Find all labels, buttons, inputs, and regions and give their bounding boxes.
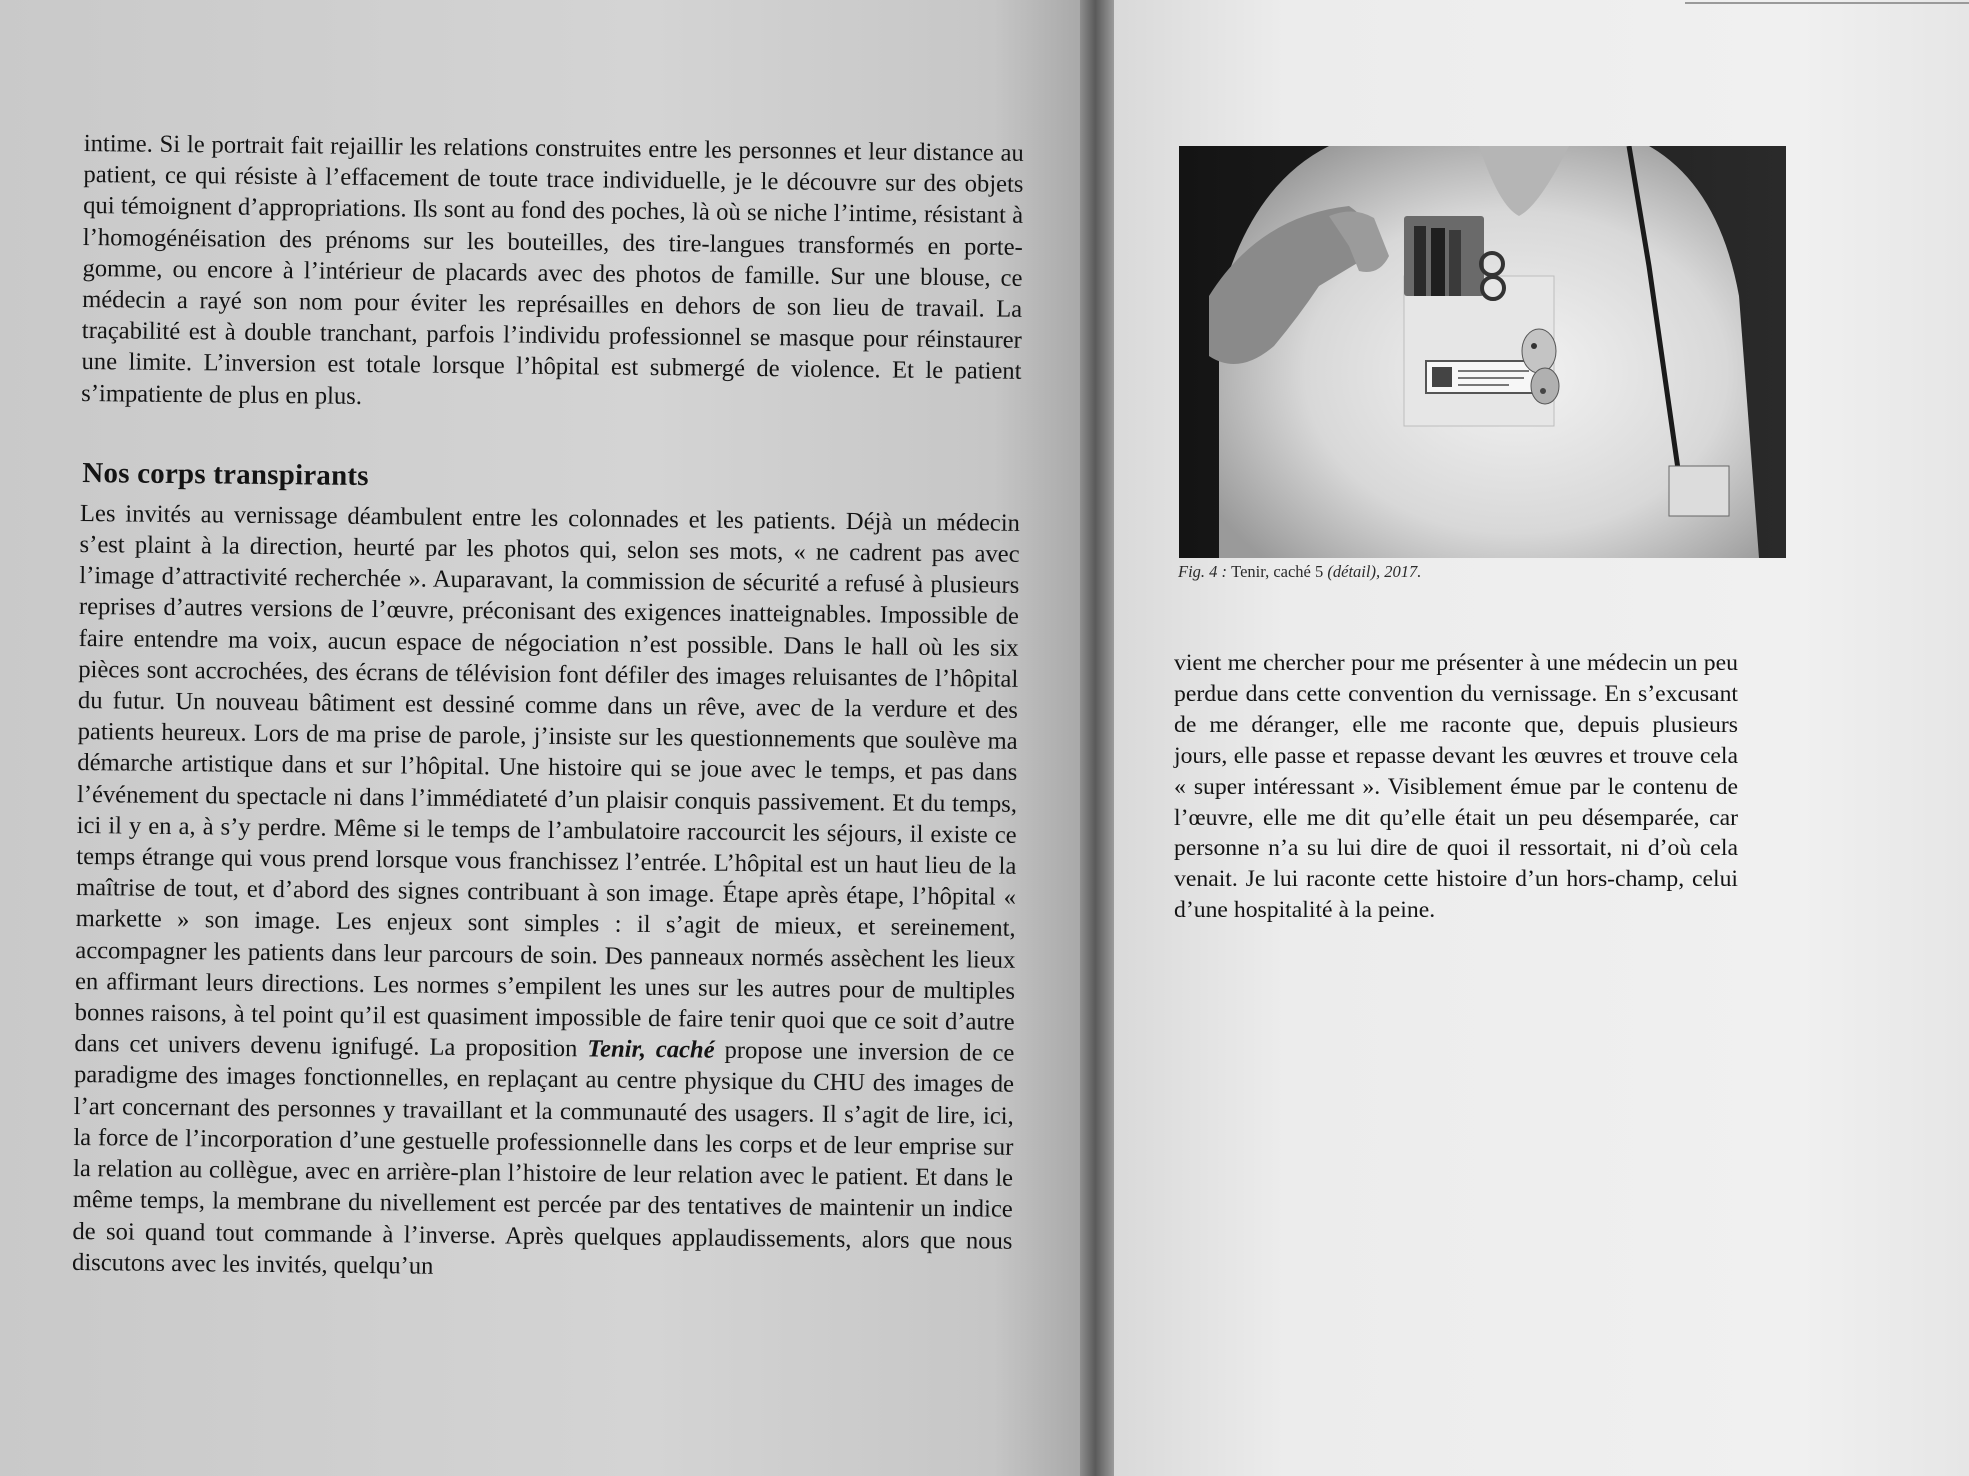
left-page-text [72,128,1024,1288]
paragraph-intime: intime. Si le portrait fait rejaillir les relations construites entre les personnes et leur distance au patient, ce qui résiste à l’effacement de toute trace individuelle, je le découvre sur des objets qui témoignent d’appropriations. Ils sont au fond des poches, là où se niche l’intime, résistant à l’homogénéisation des prénoms sur les bouteilles, des tire-langues transformés en porte-gomme, ou encore à l’intérieur de placards avec des photos de famille. Sur une blouse, ce médecin a rayé son nom pour éviter les représailles en dehors de son lieu de travail. La traçabilité est à double tranchant, parfois l’individu professionnel se masque pour réinstaurer une limite. L’inversion est totale lorsque l’hôpital est submergé de violence. Et le patient s’impatiente de plus en plus. [81,129,1024,410]
paragraph-vernissage-part-1: Les invités au vernissage déambulent entre les colonnades et les patients. Déjà un médecin s’est plaint à la direction, heurté par les photos qui, selon ses mots, « ne cadrent pas avec l’image d’attractivité recherchée ». Auparavant, la commission de sécurité a refusé à plusieurs reprises d’autres versions de l’œuvre, préconisant des exigences inatteignables. Impossible de faire entendre ma voix, aucun espace de négociation n’est possible. Dans le hall où les six pièces sont accrochées, des écrans de télévision font défiler des images reluisantes de l’hôpital du futur. Un nouveau bâtiment est dessiné comme dans un rêve, avec de la verdure et des patients heureux. Lors de ma prise de parole, j’insiste sur les questionnements que soulève ma démarche artistique dans et sur l’hôpital. Une histoire qui se joue avec le temps, et pas dans l’événement du spectacle ni dans l’immédiateté d’un plaisir conquis passivement. Et du temps, ici il y en a, à s’y perdre. Même si le temps de l’ambulatoire raccourcit les séjours, il existe ce temps étrange qui vous prend lorsque vous franchissez l’entrée. L’hôpital est un haut lieu de la maîtrise de tout, et d’abord des signes contribuant à son image. Étape après étape, l’hôpital « markette » son image. Les enjeux sont simples : il s’agit de mieux, et sereinement, accompagner les patients dans leur parcours de soin. Des panneaux normés assèchent les lieux en affirmant leurs directions. Les normes s’empilent les unes sur les autres pour de multiples bonnes raisons, à tel point qu’il est quasiment impossible de faire tenir quoi que ce soit d’autre dans cet univers devenu ignifugé. La proposition [74,499,1021,1063]
paragraph-vernissage-part-2: propose une inversion de ce paradigme des images fonctionnelles, en replaçant au centre physique du CHU des images de l’art concernant des personnes y travaillant et la communauté des usagers. Il s’agit de lire, ici, la force de l’incorporation d’une gestuelle professionnelle dans les corps et de leur emprise sur la relation au collègue, avec en arrière-plan l’histoire de leur relation avec le patient. Et dans le même temps, la membrane du nivellement est percée par des tentatives de maintenir un indice de soi quand tout commande à l’inverse. Après quelques applaudissements, alors que nous discutons avec les invités, quelqu’un [71,1036,1015,1280]
photo-blouse-pocket [1179,146,1786,558]
right-page-text [1174,648,1738,926]
artwork-title: Tenir, caché [587,1035,715,1064]
book-gutter [1080,0,1114,1476]
figure-photo [1179,146,1786,558]
section-heading: Nos corps transpirants [82,456,369,492]
caption-label: Fig. 4 : [1178,562,1232,581]
figure-caption [1178,562,1698,582]
caption-detail: (détail), 2017. [1323,562,1422,581]
top-rule [1685,2,1969,4]
paragraph-vernissage [72,498,1020,1288]
caption-title: Tenir, caché 5 [1231,562,1324,581]
paragraph-medecin: vient me chercher pour me présenter à une médecin un peu perdue dans cette convention du vernissage. En s’excusant de me déranger, elle me raconte que, depuis plusieurs jours, elle passe et repasse devant les œuvres et trouve cela « super intéressant ». Visiblement émue par le contenu de l’œuvre, elle me dit qu’elle était un peu désemparée, car personne n’a su lui dire de quoi il ressortait, ni d’où cela venait. Je lui raconte cette histoire d’un hors-champ, celui d’une hospitalité à la peine. [1174,650,1738,924]
